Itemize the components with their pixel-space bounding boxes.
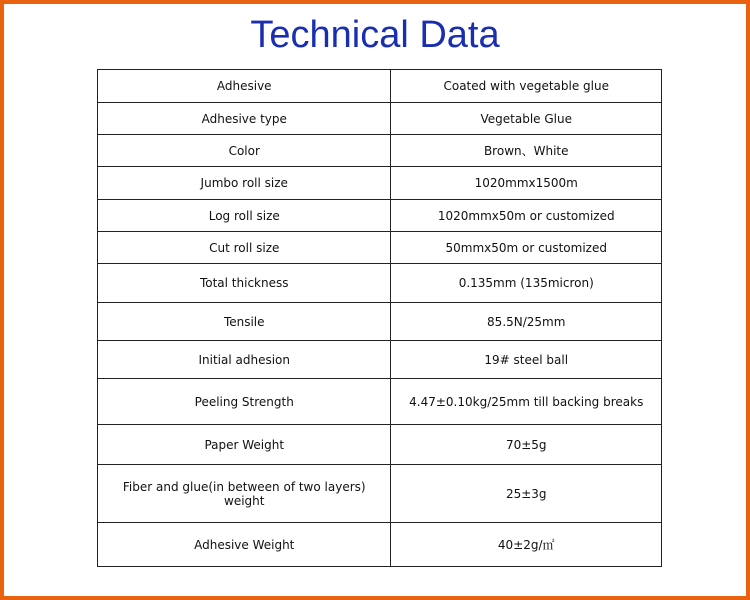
row-label: Peeling Strength: [98, 379, 391, 425]
row-value: Coated with vegetable glue: [391, 70, 662, 103]
table-row-tensile: [98, 303, 662, 341]
table-row-paper-weight: [98, 425, 662, 465]
page-title: Technical Data: [250, 14, 500, 56]
row-value: 85.5N/25mm: [391, 303, 662, 341]
table-row-color: [98, 135, 662, 167]
table-row-total-thickness: [98, 264, 662, 303]
row-label: Adhesive: [98, 70, 391, 103]
row-value: 70±5g: [391, 425, 662, 465]
table-row-fiber-and-glue-weight: [98, 465, 662, 523]
row-label: Total thickness: [98, 264, 391, 303]
table-row-log-roll-size: [98, 200, 662, 232]
table-row-cut-roll-size: [98, 232, 662, 264]
row-value: 40±2g/㎡: [391, 523, 662, 567]
table-row-adhesive-weight: [98, 523, 662, 567]
row-value: 4.47±0.10kg/25mm till backing breaks: [391, 379, 662, 425]
row-label: Adhesive Weight: [98, 523, 391, 567]
technical-data-table: [97, 69, 662, 567]
table-row-initial-adhesion: [98, 341, 662, 379]
row-label: Adhesive type: [98, 103, 391, 135]
table-row-jumbo-roll-size: [98, 167, 662, 200]
row-value: 50mmx50m or customized: [391, 232, 662, 264]
row-value: Brown、White: [391, 135, 662, 167]
row-label: Log roll size: [98, 200, 391, 232]
row-value: 25±3g: [391, 465, 662, 523]
row-value: 19# steel ball: [391, 341, 662, 379]
row-value: 1020mmx50m or customized: [391, 200, 662, 232]
row-label: Jumbo roll size: [98, 167, 391, 200]
row-value: 0.135mm (135micron): [391, 264, 662, 303]
table-row-adhesive: [98, 70, 662, 103]
row-label: Cut roll size: [98, 232, 391, 264]
table-row-adhesive-type: [98, 103, 662, 135]
row-label: Initial adhesion: [98, 341, 391, 379]
row-label: Color: [98, 135, 391, 167]
row-label: Tensile: [98, 303, 391, 341]
row-label: Fiber and glue(in between of two layers) weight: [98, 465, 391, 523]
row-value: Vegetable Glue: [391, 103, 662, 135]
table-row-peeling-strength: [98, 379, 662, 425]
row-label: Paper Weight: [98, 425, 391, 465]
row-value: 1020mmx1500m: [391, 167, 662, 200]
